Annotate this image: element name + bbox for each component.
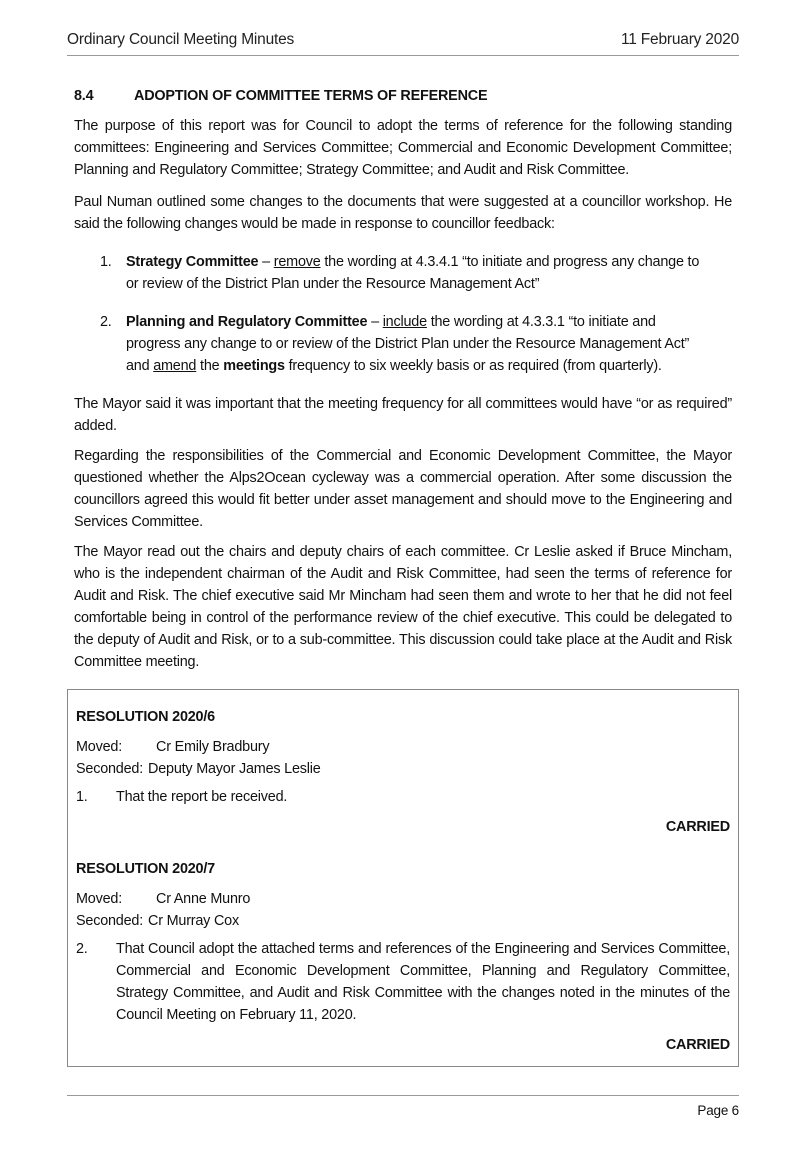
paragraph: Regarding the responsibilities of the Commercial and Economic Development Committee, the Mayor questioned whether the Alps2Ocean cycleway was a commercial operation. After some discussion the councillors agreed this would fit better under asset management and should move to the Engineering and Services Committee. bbox=[74, 448, 732, 530]
section-title: ADOPTION OF COMMITTEE TERMS OF REFERENCE bbox=[134, 88, 488, 104]
resolution-item bbox=[76, 786, 730, 808]
moved-by: Cr Anne Munro bbox=[156, 891, 251, 907]
page-header bbox=[67, 29, 739, 56]
section-number: 8.4 bbox=[74, 88, 94, 104]
seconded-by: Cr Murray Cox bbox=[148, 913, 239, 929]
separator: – bbox=[367, 314, 383, 330]
item-text: That Council adopt the attached terms and references of the Engineering and Services Committee, Commercial and Economic Development Committee, Planning and Regulatory Committee, Strategy Committee, and Audit and Risk Committee with the changes noted in the minutes of the Council Meeting on February 11, 2020. bbox=[116, 941, 730, 1023]
resolutions-box bbox=[67, 689, 739, 1067]
seconded-row bbox=[76, 910, 730, 932]
action-word: amend bbox=[153, 358, 197, 374]
moved-by: Cr Emily Bradbury bbox=[156, 739, 270, 755]
item-number: 1. bbox=[76, 789, 88, 805]
page-number: Page 6 bbox=[697, 1103, 739, 1118]
resolution-item bbox=[76, 938, 730, 1026]
paragraph: The purpose of this report was for Council to adopt the terms of reference for the following standing committees: Engineering and Services Committee; Commercial and Economic Development Committee; Planning and Regulatory Committee; Strategy Committee; and Audit and Risk Committee. bbox=[74, 118, 732, 178]
page-footer bbox=[67, 1095, 739, 1122]
seconded-by: Deputy Mayor James Leslie bbox=[148, 761, 321, 777]
item-text: That the report be received. bbox=[116, 789, 288, 805]
page-content bbox=[67, 85, 739, 673]
section-heading bbox=[74, 85, 732, 107]
moved-label: Moved: bbox=[76, 891, 122, 907]
paragraph: Paul Numan outlined some changes to the documents that were suggested at a councillor workshop. He said the following changes would be made in response to councillor feedback: bbox=[74, 194, 732, 232]
change-text: the wording at 4.3.3.1 “to initiate and progress any change to or review of the District Plan under the Resource Management Act” and bbox=[126, 314, 690, 374]
seconded-label: Seconded: bbox=[76, 761, 144, 777]
list-item bbox=[100, 251, 732, 295]
change-text: frequency to six weekly basis or as required (from quarterly). bbox=[284, 358, 662, 374]
committee-name: Planning and Regulatory Committee bbox=[126, 314, 368, 330]
action-word: remove bbox=[273, 254, 321, 270]
resolution-title: RESOLUTION 2020/7 bbox=[76, 861, 215, 877]
separator: – bbox=[258, 254, 274, 270]
change-text: the wording at 4.3.4.1 “to initiate and progress any change to or review of the District Plan under the Resource Management Act” bbox=[126, 254, 700, 292]
paragraph: The Mayor read out the chairs and deputy chairs of each committee. Cr Leslie asked if Bruce Mincham, who is the independent chairman of the Audit and Risk Committee, had seen the terms of reference for Audit and Risk. The chief executive said Mr Mincham had seen them and wrote to her that he did not feel comfortable being in control of the performance review of the chief executive. This could be delegated to the deputy of Audit and Risk, or to a sub-committee. This discussion could take place at the Audit and Risk Committee meeting. bbox=[74, 544, 732, 670]
list-item bbox=[100, 311, 732, 377]
change-text: the bbox=[196, 358, 224, 374]
list-number: 2. bbox=[100, 314, 112, 330]
seconded-row bbox=[76, 758, 730, 780]
item-number: 2. bbox=[76, 941, 88, 957]
action-word: include bbox=[382, 314, 427, 330]
document-title: Ordinary Council Meeting Minutes bbox=[67, 31, 295, 48]
emphasis: meetings bbox=[223, 358, 285, 374]
moved-row bbox=[76, 888, 730, 910]
status-carried: CARRIED bbox=[665, 1037, 730, 1053]
list-number: 1. bbox=[100, 254, 112, 270]
paragraph: The Mayor said it was important that the meeting frequency for all committees would have “or as required” added. bbox=[74, 396, 732, 434]
seconded-label: Seconded: bbox=[76, 913, 144, 929]
committee-name: Strategy Committee bbox=[126, 254, 259, 270]
status-carried: CARRIED bbox=[665, 819, 730, 835]
document-date: 11 February 2020 bbox=[620, 31, 739, 48]
moved-label: Moved: bbox=[76, 739, 122, 755]
resolution-title: RESOLUTION 2020/6 bbox=[76, 709, 215, 725]
moved-row bbox=[76, 736, 730, 758]
